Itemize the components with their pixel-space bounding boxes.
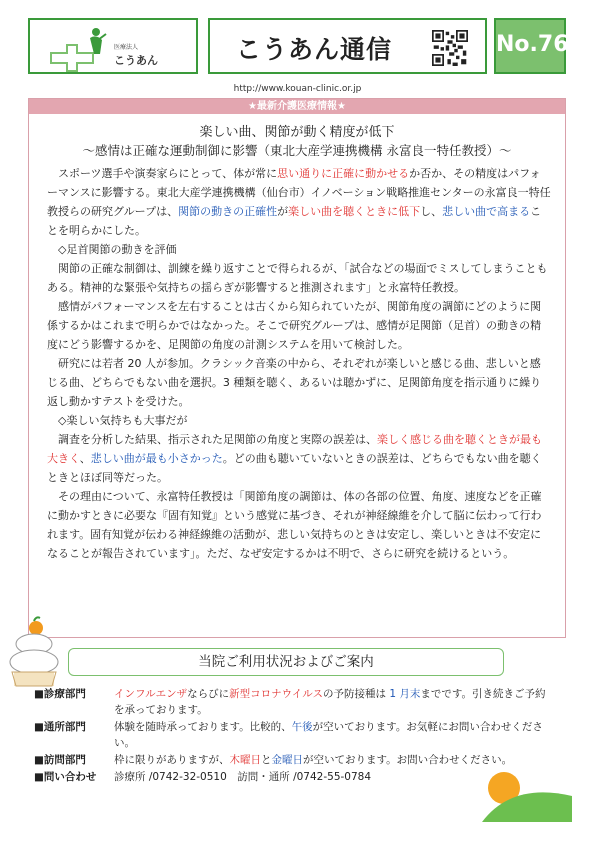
row-label: ■訪問部門	[34, 754, 86, 766]
clinic-url[interactable]: http://www.kouan-clinic.or.jp	[233, 84, 362, 94]
row-value: インフルエンザならびに新型コロナウイルスの予防接種は 1 月末までです。引き続きご予約を承っております。	[114, 688, 546, 716]
clinic-cross-logo-icon	[44, 24, 114, 72]
row-label: ■診療部門	[34, 688, 86, 700]
paragraph-4: 研究には若者 20 人が参加。クラシック音楽の中から、それぞれが楽しいと感じる曲、悲しいと感じる曲、どちらでもない曲を選択。3 種類を聴く、あるいは聴かずに、足関節角度を指示通りに繰り返し動かすテストを受けた。	[47, 357, 542, 408]
row-label: ■通所部門	[34, 721, 86, 733]
article-title: 楽しい曲、関節が動く精度が低下	[199, 125, 395, 140]
newsletter-title: こうあん通信	[236, 35, 393, 64]
article-body	[29, 160, 565, 563]
issue-number: No.76	[496, 32, 569, 57]
info-heading: 当院ご利用状況およびご案内	[68, 648, 504, 676]
paragraph-5: 調査を分析した結果、指示された足関節の角度と実際の誤差は、楽しく感じる曲を聴くときが最も大きく、悲しい曲が最も小さかった。どの曲も聴いていないときの誤差は、どちらでもない曲を聴くときとほぼ同等だった。	[47, 433, 542, 484]
qr-code-icon[interactable]	[432, 30, 468, 66]
heading-2: ◇楽しい気持ちも大事だが	[58, 414, 188, 427]
info-row-daycare	[34, 719, 554, 751]
heading-1: ◇足首関節の動きを評価	[58, 243, 177, 256]
paragraph-6: その理由について、永富特任教授は「関節角度の調節は、体の各部の位置、角度、速度などを正確に動かすときに必要な『固有知覚』という感覚に基づき、それが神経線維を介して脳に伝わって行われます。固有知覚が伝わる神経線維の活動が、悲しい気持ちのときは安定し、楽しいときは不安定になることが報告されています」。ただ、なぜ安定するかは不明で、さらに研究を続けるという。	[47, 490, 542, 560]
row-value: 体験を随時承っております。比較的、午後が空いております。お気軽にお問い合わせください。	[114, 721, 543, 749]
paragraph-1: スポーツ選手や演奏家らにとって、体が常に思い通りに正確に動かせるか否か、その精度はパフォーマンスに影響する。東北大産学連携機構（仙台市）イノベーション戦略推進センターの永富良一特任教授らの研究グループは、関節の動きの正確性が楽しい曲を聴くときに低下し、悲しい曲で高まることを明らかにした。	[47, 167, 551, 237]
clinic-logo	[28, 18, 198, 74]
row-value: 診療所 /0742-32-0510 訪問・通所 /0742-55-0784	[114, 771, 372, 783]
issue-badge	[494, 18, 569, 74]
kagami-mochi-icon	[6, 612, 62, 696]
info-row-clinic	[34, 686, 554, 718]
section-label: ★最新介護医療情報★	[29, 99, 565, 114]
article-section	[28, 98, 566, 638]
newsletter-header	[28, 18, 569, 74]
logo-subtitle: 医療法人	[114, 44, 139, 51]
paragraph-3: 感情がパフォーマンスを左右することは古くから知られていたが、関節角度の調節にどのように関係するかはこれまで明らかではなかった。そこで研究グループは、感情が足関節（足首）の動きの精度にどう影響するかを、足関節の角度の計測システムを用いて検討した。	[47, 300, 542, 351]
title-box	[208, 18, 487, 74]
paragraph-2: 関節の正確な制御は、訓練を繰り返すことで得られるが、「試合などの場面でミスしてしまうこともある。精神的な緊張や気持ちの揺らぎが影響すると推測されます」と永富特任教授。	[47, 262, 548, 294]
row-label: ■問い合わせ	[34, 771, 97, 783]
article-subtitle: ～感情は正確な運動制御に影響（東北大産学連携機構 永富良一特任教授）～	[82, 143, 512, 158]
row-value: 枠に限りがありますが、木曜日と金曜日が空いております。お問い合わせください。	[114, 754, 513, 766]
mountain-sun-icon	[472, 762, 572, 822]
logo-name: こうあん	[114, 54, 158, 67]
